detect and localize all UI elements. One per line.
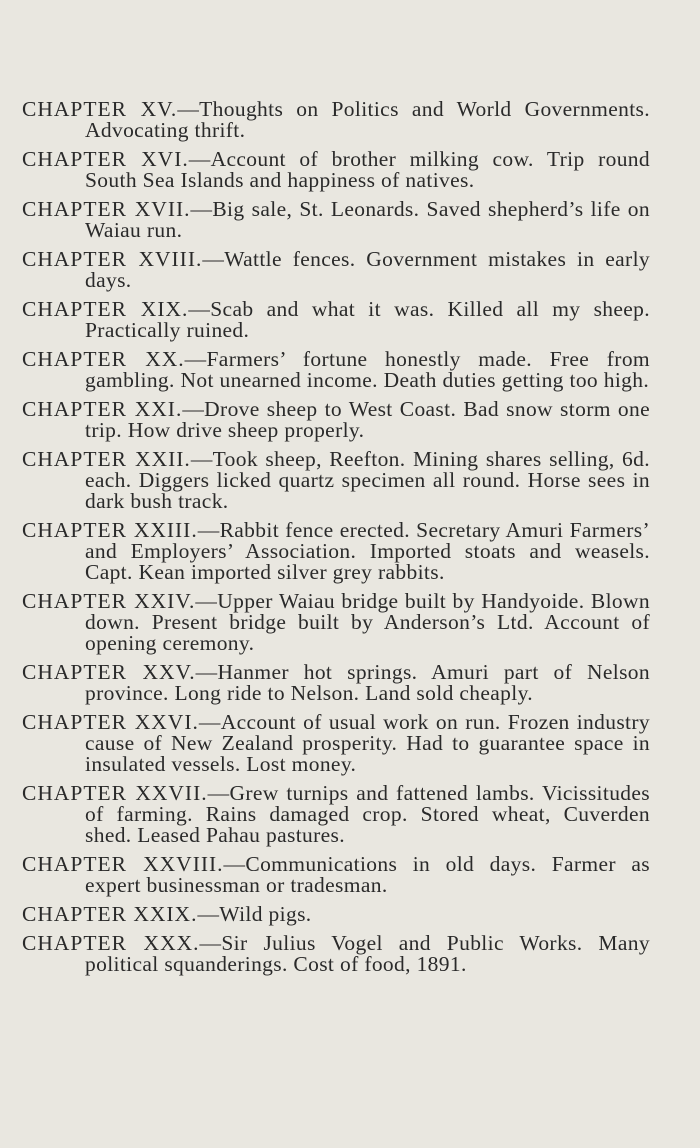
chapter-summary: —Upper Waiau bridge built by Handyoide. Blown down. Present bridge built by Anderson’s Ltd. Account of opening ceremony.: [85, 589, 650, 655]
chapter-heading: CHAPTER XXIX.: [22, 902, 198, 926]
chapter-summary: —Wild pigs.: [197, 902, 312, 926]
chapter-summary: —Hanmer hot springs. Amuri part of Nelson province. Long ride to Nelson. Land sold cheaply.: [85, 660, 650, 705]
chapter-summary: —Farmers’ fortune honestly made. Free from gambling. Not unearned income. Death duties getting too high.: [85, 347, 650, 392]
chapter-summary: —Took sheep, Reefton. Mining shares selling, 6d. each. Diggers licked quartz specimen all round. Horse sees in dark bush track.: [85, 447, 650, 513]
chapter-heading: CHAPTER XXIV.: [22, 589, 196, 613]
chapter-summary: —Thoughts on Politics and World Governments. Advocating thrift.: [85, 97, 650, 142]
chapter-entry-22: [22, 449, 650, 512]
chapter-entry-26: [22, 712, 650, 775]
chapter-heading: CHAPTER XV.: [22, 97, 178, 121]
chapter-summary: —Account of brother milking cow. Trip round South Sea Islands and happiness of natives.: [85, 147, 651, 192]
chapter-summary: —Account of usual work on run. Frozen industry cause of New Zealand prosperity. Had to guarantee space in insulated vessels. Lost money.: [85, 710, 650, 776]
chapter-heading: CHAPTER XXV.: [22, 660, 196, 684]
chapter-entry-15: [22, 99, 650, 141]
chapter-heading: CHAPTER XXVII.: [22, 781, 208, 805]
chapter-heading: CHAPTER XXX.: [22, 931, 200, 955]
chapter-summary: —Communications in old days. Farmer as expert businessman or tradesman.: [85, 852, 650, 897]
chapter-summary: —Drove sheep to West Coast. Bad snow storm one trip. How drive sheep properly.: [85, 397, 650, 442]
chapter-heading: CHAPTER XXVI.: [22, 710, 199, 734]
chapter-heading: CHAPTER XVII.: [22, 197, 191, 221]
chapter-heading: CHAPTER XVI.: [22, 147, 189, 171]
chapter-heading: CHAPTER XXVIII.: [22, 852, 224, 876]
chapter-summary: —Grew turnips and fattened lambs. Vicissitudes of farming. Rains damaged crop. Stored wheat, Cuverden shed. Leased Pahau pastures.: [85, 781, 650, 847]
chapter-entry-21: [22, 399, 650, 441]
chapter-entry-23: [22, 520, 650, 583]
chapter-heading: CHAPTER XIX.: [22, 297, 189, 321]
chapter-entry-20: [22, 349, 650, 391]
chapter-heading: CHAPTER XXII.: [22, 447, 191, 471]
chapter-heading: CHAPTER XVIII.: [22, 247, 203, 271]
chapter-entry-18: [22, 249, 650, 291]
chapter-entry-27: [22, 783, 650, 846]
chapter-heading: CHAPTER XXI.: [22, 397, 183, 421]
chapter-entry-16: [22, 149, 650, 191]
chapter-entry-30: [22, 933, 650, 975]
chapter-entry-29: [22, 904, 650, 925]
chapter-entry-17: [22, 199, 650, 241]
chapter-heading: CHAPTER XXIII.: [22, 518, 198, 542]
chapter-entry-24: [22, 591, 650, 654]
chapter-summary: —Sir Julius Vogel and Public Works. Many political squanderings. Cost of food, 1891.: [85, 931, 650, 976]
chapter-heading: CHAPTER XX.: [22, 347, 185, 371]
chapter-summary: —Wattle fences. Government mistakes in early days.: [85, 247, 650, 292]
chapter-entry-25: [22, 662, 650, 704]
chapter-summary: —Big sale, St. Leonards. Saved shepherd’s life on Waiau run.: [85, 197, 650, 242]
chapter-entry-19: [22, 299, 650, 341]
chapter-summary: —Scab and what it was. Killed all my sheep. Practically ruined.: [85, 297, 651, 342]
chapter-summary: —Rabbit fence erected. Secretary Amuri Farmers’ and Employers’ Association. Imported stoats and weasels. Capt. Kean imported silver grey rabbits.: [85, 518, 650, 584]
chapter-entry-28: [22, 854, 650, 896]
